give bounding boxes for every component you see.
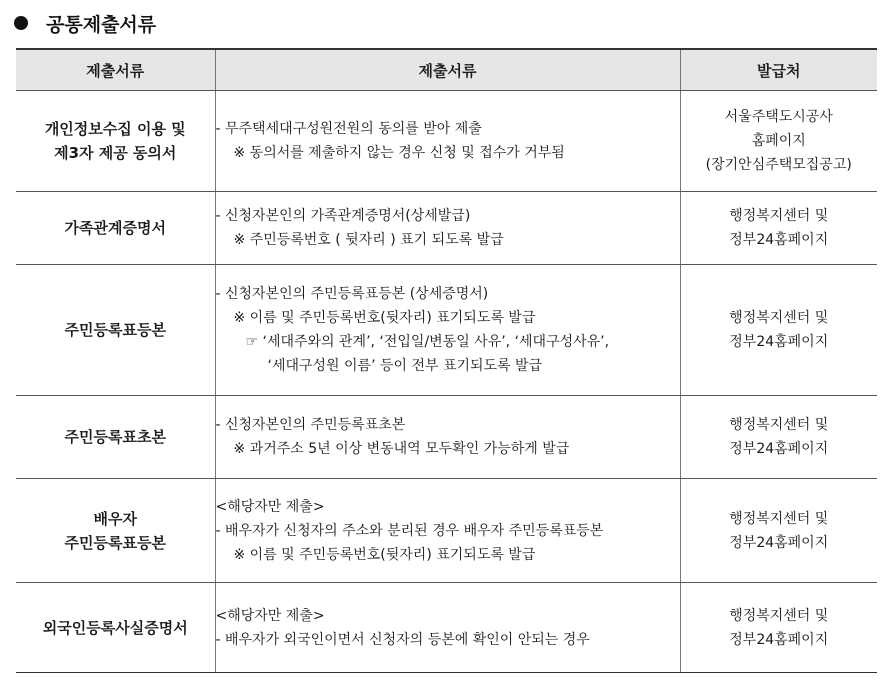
document-name: 주민등록표등본 (16, 265, 215, 396)
document-name: 주민등록표초본 (16, 396, 215, 479)
table-header-row (16, 49, 877, 91)
issuer: 행정복지센터 및 정부24홈페이지 (680, 396, 877, 479)
document-detail: - 무주택세대구성원전원의 동의를 받아 제출 ※ 동의서를 제출하지 않는 경우 신청 및 접수가 거부됨 (215, 91, 680, 192)
document-detail: - 신청자본인의 주민등록표초본 ※ 과거주소 5년 이상 변동내역 모두확인 가능하게 발급 (215, 396, 680, 479)
header-document-name: 제출서류 (16, 49, 215, 91)
bullet-icon (14, 16, 28, 30)
table-row (16, 192, 877, 265)
document-detail: - 신청자본인의 가족관계증명서(상세발급) ※ 주민등록번호 ( 뒷자리 ) 표기 되도록 발급 (215, 192, 680, 265)
table-row (16, 265, 877, 396)
section-title: 공통제출서류 (46, 13, 157, 36)
table-row (16, 583, 877, 673)
section-heading (14, 8, 156, 38)
documents-table (16, 48, 877, 673)
issuer: 행정복지센터 및 정부24홈페이지 (680, 192, 877, 265)
table-row (16, 479, 877, 583)
document-detail: <해당자만 제출> - 배우자가 신청자의 주소와 분리된 경우 배우자 주민등록표등본 ※ 이름 및 주민등록번호(뒷자리) 표기되도록 발급 (215, 479, 680, 583)
document-detail: <해당자만 제출> - 배우자가 외국인이면서 신청자의 등본에 확인이 안되는 경우 (215, 583, 680, 673)
issuer: 행정복지센터 및 정부24홈페이지 (680, 265, 877, 396)
issuer: 행정복지센터 및 정부24홈페이지 (680, 479, 877, 583)
document-name: 가족관계증명서 (16, 192, 215, 265)
table-row (16, 396, 877, 479)
document-detail: - 신청자본인의 주민등록표등본 (상세증명서) ※ 이름 및 주민등록번호(뒷자리) 표기되도록 발급 ☞ ‘세대주와의 관계’, ‘전입일/변동일 사유’, ‘세대구성사유’, ‘세대구성원 이름’ 등이 전부 표기되도록 발급 (215, 265, 680, 396)
header-document-detail: 제출서류 (215, 49, 680, 91)
document-name: 배우자 주민등록표등본 (16, 479, 215, 583)
document-name: 개인정보수집 이용 및 제3자 제공 동의서 (16, 91, 215, 192)
table-row (16, 91, 877, 192)
issuer: 서울주택도시공사 홈페이지 (장기안심주택모집공고) (680, 91, 877, 192)
issuer: 행정복지센터 및 정부24홈페이지 (680, 583, 877, 673)
document-name: 외국인등록사실증명서 (16, 583, 215, 673)
header-issuer: 발급처 (680, 49, 877, 91)
